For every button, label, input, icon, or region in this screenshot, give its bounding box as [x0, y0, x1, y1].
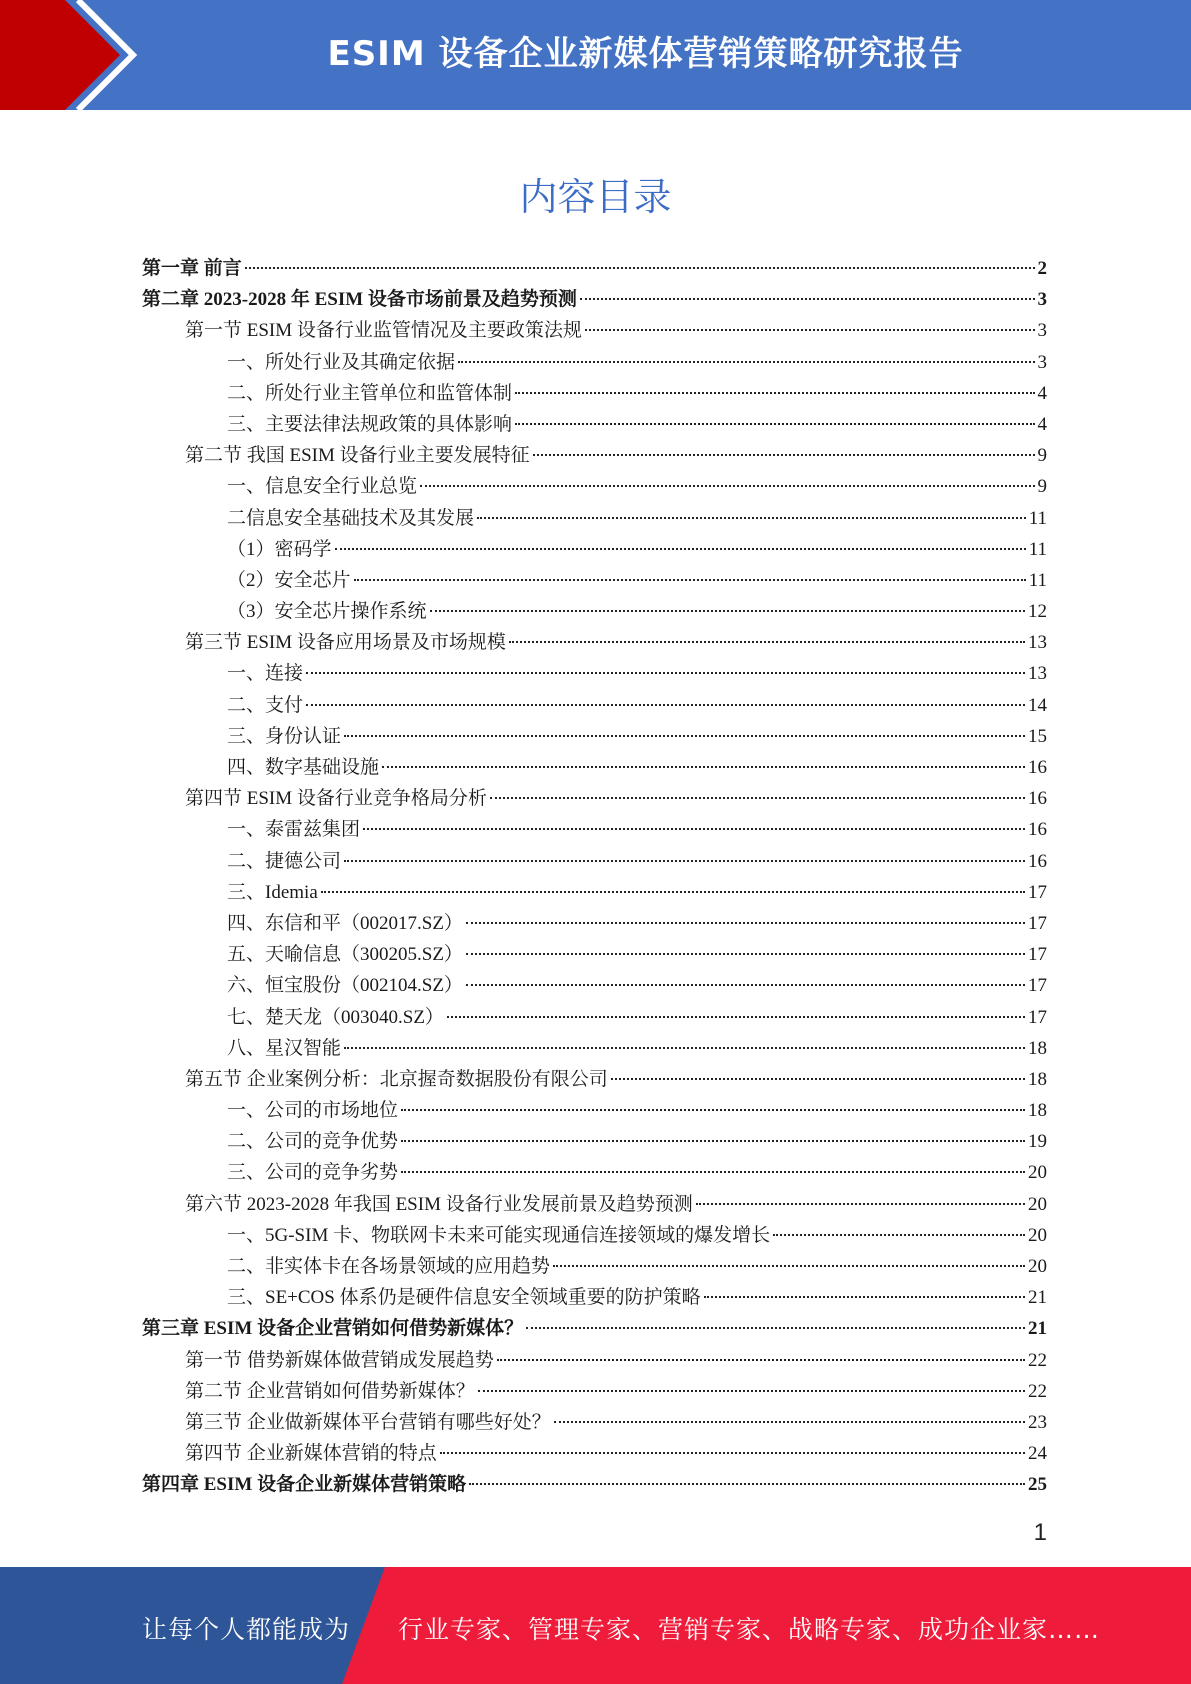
toc-entry[interactable]	[142, 690, 1047, 721]
toc-heading: 内容目录	[519, 175, 672, 219]
toc-entry-title: 一、泰雷兹集团	[227, 819, 361, 841]
toc-entry[interactable]	[142, 1313, 1047, 1344]
toc-entry[interactable]	[142, 627, 1047, 658]
toc-entry-page: 17	[1028, 881, 1047, 903]
toc-leader-dots	[497, 1359, 1025, 1361]
toc-entry-page: 19	[1028, 1131, 1047, 1153]
chevron-icon	[0, 0, 160, 110]
toc-entry-title: 一、公司的市场地位	[227, 1100, 399, 1122]
toc-entry-title: 第六节 2023-2028 年我国 ESIM 设备行业发展前景及趋势预测	[185, 1193, 693, 1215]
toc-entry-page: 16	[1028, 788, 1047, 810]
toc-entry[interactable]	[142, 565, 1047, 596]
toc-leader-dots	[466, 922, 1025, 924]
toc-entry[interactable]	[142, 1282, 1047, 1313]
toc-entry-title: 二、公司的竞争优势	[227, 1131, 399, 1153]
toc-entry-title: 第三节 企业做新媒体平台营销有哪些好处？	[185, 1411, 551, 1433]
toc-entry[interactable]	[142, 1438, 1047, 1469]
toc-leader-dots	[466, 984, 1025, 986]
toc-entry-page: 17	[1028, 1006, 1047, 1028]
toc-entry[interactable]	[142, 534, 1047, 565]
toc-entry-page: 20	[1028, 1256, 1047, 1277]
report-title: ESIM 设备企业新媒体营销策略研究报告	[327, 34, 964, 74]
toc-entry-page: 13	[1028, 663, 1047, 685]
toc-entry-title: 第五节 企业案例分析：北京握奇数据股份有限公司	[185, 1068, 608, 1090]
toc-entry-title: 五、天喻信息（300205.SZ）	[227, 944, 463, 966]
toc-leader-dots	[401, 1171, 1025, 1173]
toc-entry-page: 12	[1028, 601, 1047, 623]
toc-leader-dots	[696, 1203, 1025, 1205]
toc-leader-dots	[306, 704, 1025, 706]
toc-leader-dots	[478, 1390, 1025, 1392]
toc-entry[interactable]	[142, 409, 1047, 440]
toc-entry-title: （3）安全芯片操作系统	[227, 601, 427, 623]
toc-entry[interactable]	[142, 939, 1047, 970]
toc-entry-page: 18	[1028, 1037, 1047, 1059]
toc-entry-title: 四、数字基础设施	[227, 757, 380, 778]
toc-leader-dots	[554, 1421, 1025, 1423]
toc-entry[interactable]	[142, 846, 1047, 877]
toc-entry-page: 3	[1037, 289, 1047, 311]
toc-entry[interactable]	[142, 877, 1047, 908]
toc-entry-title: 八、星汉智能	[227, 1037, 342, 1059]
toc-entry-page: 4	[1037, 382, 1047, 404]
toc-entry-page: 16	[1028, 819, 1047, 841]
toc-leader-dots	[245, 267, 1035, 269]
toc-entry[interactable]	[142, 721, 1047, 752]
toc-entry-page: 11	[1028, 538, 1047, 560]
toc-leader-dots	[401, 1109, 1025, 1111]
toc-entry-title: 三、主要法律法规政策的具体影响	[227, 413, 513, 435]
toc-entry-title: 三、公司的竞争劣势	[227, 1162, 399, 1184]
toc-entry-title: 第二节 我国 ESIM 设备行业主要发展特征	[185, 445, 530, 467]
toc-leader-dots	[611, 1078, 1025, 1080]
toc-entry-title: 二、捷德公司	[227, 850, 342, 872]
toc-entry-page: 9	[1037, 476, 1047, 498]
toc-leader-dots	[420, 485, 1034, 487]
toc-entry[interactable]	[142, 347, 1047, 378]
toc-entry[interactable]	[142, 1251, 1047, 1282]
toc-entry-title: 第三节 ESIM 设备应用场景及市场规模	[185, 632, 506, 654]
toc-entry-title: 第四节 企业新媒体营销的特点	[185, 1443, 437, 1465]
page-number: 1	[1033, 1519, 1047, 1546]
toc-entry-page: 16	[1028, 850, 1047, 872]
toc-entry[interactable]	[142, 315, 1047, 346]
toc-entry[interactable]	[142, 752, 1047, 783]
toc-entry[interactable]	[142, 1064, 1047, 1095]
toc-entry-title: 第四章 ESIM 设备企业新媒体营销策略	[142, 1474, 467, 1496]
toc-entry-page: 2	[1037, 258, 1047, 279]
toc-leader-dots	[335, 548, 1026, 550]
toc-entry[interactable]	[142, 503, 1047, 534]
toc-entry-page: 22	[1028, 1349, 1047, 1371]
toc-leader-dots	[553, 1265, 1025, 1267]
toc-entry[interactable]	[142, 908, 1047, 939]
toc-entry-page: 22	[1028, 1380, 1047, 1402]
toc-entry-title: 六、恒宝股份（002104.SZ）	[227, 975, 463, 997]
toc-leader-dots	[401, 1140, 1025, 1142]
toc-entry-title: 第三章 ESIM 设备企业营销如何借势新媒体？	[142, 1318, 524, 1340]
toc-entry-page: 15	[1028, 725, 1047, 747]
toc-leader-dots	[515, 392, 1034, 394]
toc-entry-page: 16	[1028, 757, 1047, 778]
toc-leader-dots	[526, 1327, 1025, 1329]
toc-entry[interactable]	[142, 1189, 1047, 1220]
toc-entry-title: 二信息安全基础技术及其发展	[227, 507, 475, 529]
toc-leader-dots	[321, 891, 1025, 893]
toc-entry[interactable]	[142, 1407, 1047, 1438]
toc-entry-page: 17	[1028, 944, 1047, 966]
toc-entry-title: 三、Idemia	[227, 881, 318, 903]
toc-entry-title: 第一节 借势新媒体做营销成发展趋势	[185, 1349, 494, 1371]
toc-entry[interactable]	[142, 471, 1047, 502]
toc-entry-page: 4	[1037, 413, 1047, 435]
toc-entry[interactable]	[142, 1126, 1047, 1157]
toc-leader-dots	[533, 454, 1035, 456]
toc-entry-title: 二、所处行业主管单位和监管体制	[227, 382, 513, 404]
toc-entry-page: 24	[1028, 1443, 1047, 1465]
toc-entry[interactable]	[142, 378, 1047, 409]
toc-entry[interactable]	[142, 970, 1047, 1001]
toc-leader-dots	[580, 298, 1035, 300]
toc-leader-dots	[447, 1016, 1025, 1018]
toc-entry-title: 四、东信和平（002017.SZ）	[227, 912, 463, 934]
toc-leader-dots	[430, 610, 1025, 612]
toc-leader-dots	[490, 797, 1025, 799]
toc-entry-page: 20	[1028, 1162, 1047, 1184]
toc-leader-dots	[354, 579, 1026, 581]
toc-entry-title: 第一节 ESIM 设备行业监管情况及主要政策法规	[185, 320, 582, 342]
toc-entry-page: 3	[1037, 320, 1047, 342]
toc-leader-dots	[509, 641, 1025, 643]
toc-entry-page: 9	[1037, 445, 1047, 467]
toc-entry-title: 一、所处行业及其确定依据	[227, 351, 456, 373]
toc-entry-page: 11	[1028, 507, 1047, 529]
toc-leader-dots	[440, 1452, 1025, 1454]
toc-entry-title: 第一章 前言	[142, 258, 242, 279]
toc-entry-title: 三、SE+COS 体系仍是硬件信息安全领域重要的防护策略	[227, 1287, 701, 1309]
toc-entry-title: （1）密码学	[227, 538, 332, 560]
toc-leader-dots	[344, 860, 1025, 862]
toc-entry-page: 25	[1028, 1474, 1047, 1496]
toc-entry[interactable]	[142, 814, 1047, 845]
toc-leader-dots	[306, 672, 1025, 674]
toc-entry-title: 第四节 ESIM 设备行业竞争格局分析	[185, 788, 487, 810]
toc-entry-page: 13	[1028, 632, 1047, 654]
toc-entry[interactable]	[142, 253, 1047, 284]
toc-entry-page: 17	[1028, 912, 1047, 934]
toc-entry-title: （2）安全芯片	[227, 569, 351, 591]
toc-entry-page: 11	[1028, 569, 1047, 591]
toc-entry[interactable]	[142, 1095, 1047, 1126]
toc-leader-dots	[344, 1047, 1025, 1049]
toc-entry-page: 18	[1028, 1068, 1047, 1090]
toc-entry-page: 17	[1028, 975, 1047, 997]
toc-entry[interactable]	[142, 1220, 1047, 1251]
toc-entry-title: 三、身份认证	[227, 725, 342, 747]
toc-entry-page: 23	[1028, 1411, 1047, 1433]
toc-entry[interactable]	[142, 1345, 1047, 1376]
footer-slogan-right: 行业专家、管理专家、营销专家、战略专家、成功企业家……	[398, 1615, 1101, 1644]
toc-entry-title: 第二节 企业营销如何借势新媒体？	[185, 1380, 475, 1402]
header-band	[0, 0, 1191, 110]
toc-leader-dots	[773, 1234, 1025, 1236]
toc-entry-page: 21	[1028, 1318, 1047, 1340]
toc-leader-dots	[363, 828, 1025, 830]
toc-leader-dots	[469, 1483, 1025, 1485]
toc-entry-title: 第二章 2023-2028 年 ESIM 设备市场前景及趋势预测	[142, 289, 577, 311]
toc-entry-page: 14	[1028, 694, 1047, 716]
toc-leader-dots	[344, 735, 1025, 737]
toc-entry[interactable]	[142, 783, 1047, 814]
toc-leader-dots	[515, 423, 1034, 425]
toc-leader-dots	[704, 1296, 1025, 1298]
toc-entry[interactable]	[142, 1157, 1047, 1188]
toc-entry[interactable]	[142, 596, 1047, 627]
toc-entry[interactable]	[142, 284, 1047, 315]
toc-leader-dots	[477, 517, 1026, 519]
toc-entry[interactable]	[142, 440, 1047, 471]
toc-entry-title: 一、信息安全行业总览	[227, 476, 418, 498]
toc-entry[interactable]	[142, 1469, 1047, 1500]
toc-entry[interactable]	[142, 658, 1047, 689]
toc-entry-title: 一、5G-SIM 卡、物联网卡未来可能实现通信连接领域的爆发增长	[227, 1224, 771, 1246]
toc-entry-title: 一、连接	[227, 663, 304, 685]
toc-entry-page: 3	[1037, 351, 1047, 373]
toc-entry-title: 二、支付	[227, 694, 304, 716]
footer-slogan-left: 让每个人都能成为	[142, 1615, 351, 1644]
toc-leader-dots	[585, 329, 1035, 331]
toc-entry[interactable]	[142, 1002, 1047, 1033]
toc-leader-dots	[458, 361, 1034, 363]
footer-band	[0, 1567, 1191, 1684]
toc-entry-page: 20	[1028, 1224, 1047, 1246]
toc-entry-title: 二、非实体卡在各场景领域的应用趋势	[227, 1256, 551, 1277]
table-of-contents	[142, 253, 1047, 1501]
toc-entry[interactable]	[142, 1376, 1047, 1407]
toc-entry-page: 20	[1028, 1193, 1047, 1215]
toc-entry-title: 七、楚天龙（003040.SZ）	[227, 1006, 444, 1028]
toc-leader-dots	[466, 953, 1025, 955]
toc-entry[interactable]	[142, 1033, 1047, 1064]
toc-entry-page: 18	[1028, 1100, 1047, 1122]
toc-entry-page: 21	[1028, 1287, 1047, 1309]
toc-leader-dots	[382, 766, 1025, 768]
